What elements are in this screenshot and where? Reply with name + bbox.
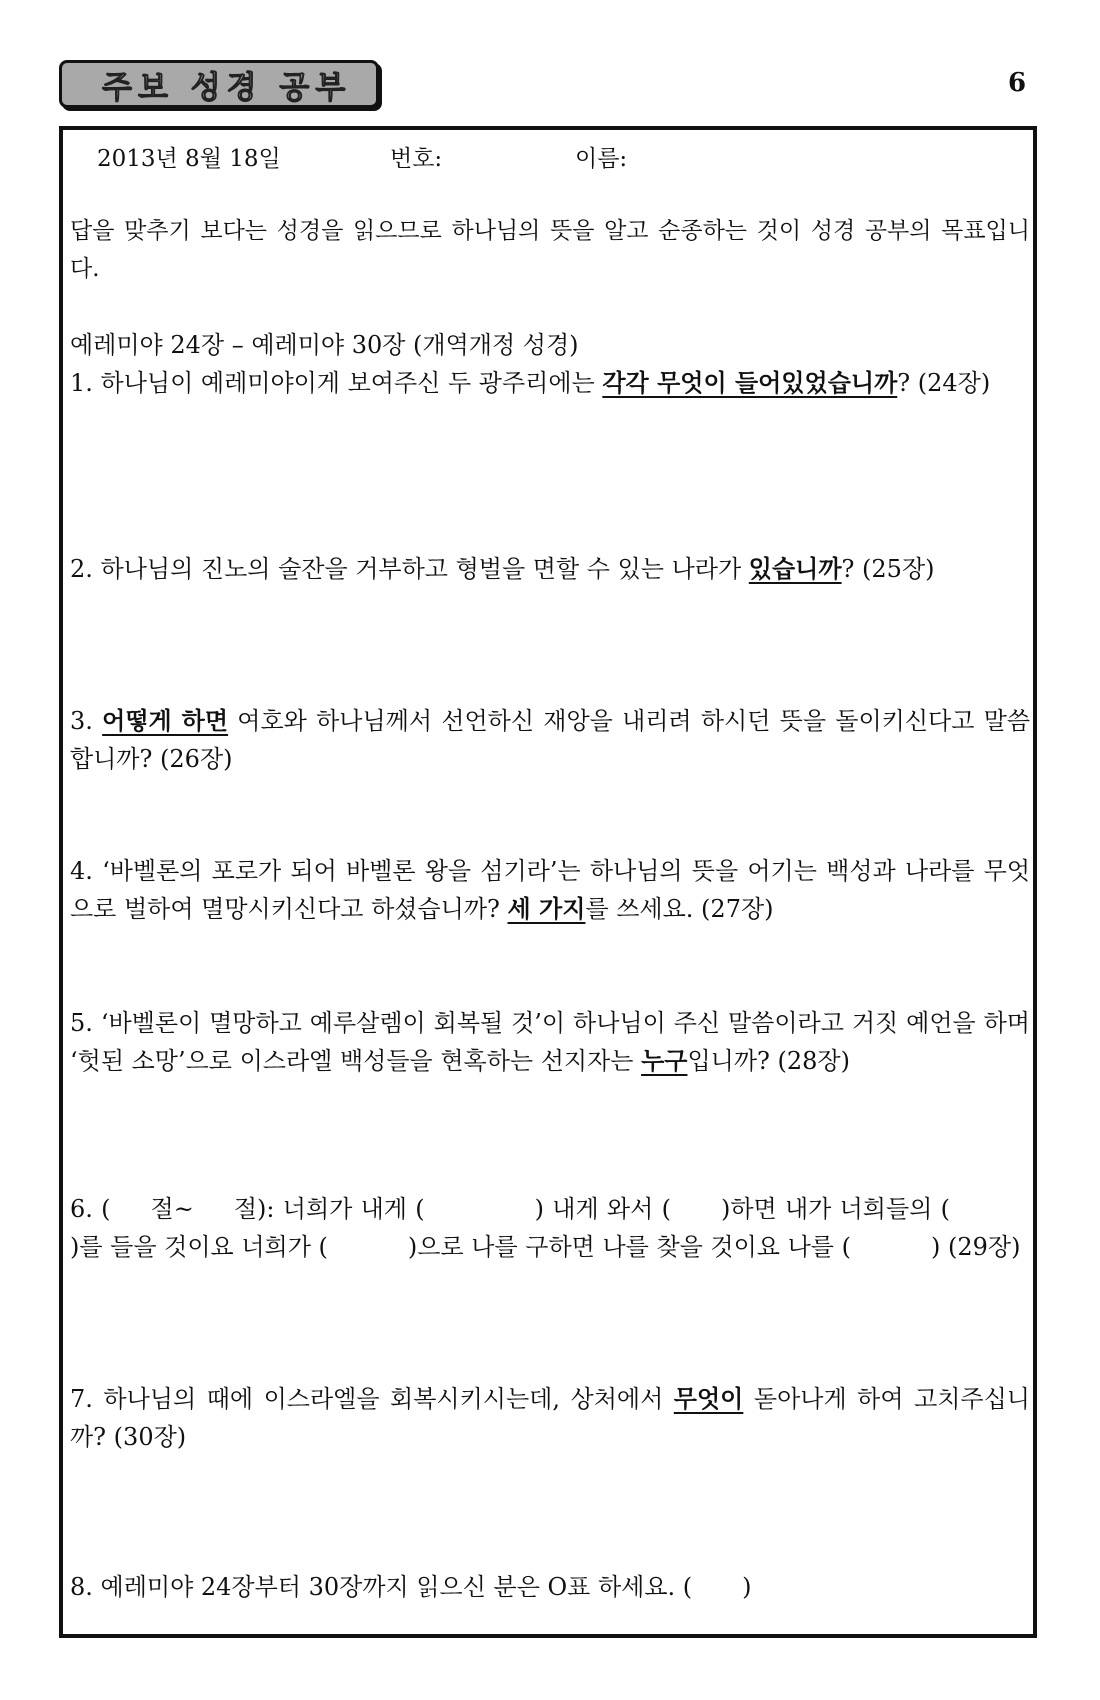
q1-emphasis: 각각 무엇이 들어있었습니까 — [602, 368, 898, 397]
number-label: 번호: — [390, 146, 443, 172]
q3-emphasis: 어떻게 하면 — [102, 706, 229, 735]
reading-range: 예레미야 24장 – 예레미야 30장 (개역개정 성경) — [70, 331, 579, 359]
page-title: 주보 성경 공부 — [59, 60, 379, 108]
name-label: 이름: — [575, 146, 628, 172]
question-7: 7. 하나님의 때에 이스라엘을 회복시키시는데, 상처에서 무엇이 돋아나게 하여 고치주십니까? (30장) — [70, 1384, 1030, 1451]
question-1: 1. 하나님이 예레미야이게 보여주신 두 광주리에는 각각 무엇이 들어있었습니까? (24장) — [70, 368, 991, 397]
question-3: 3. 어떻게 하면 여호와 하나님께서 선언하신 재앙을 내리려 하시던 뜻을 돌이키신다고 말씀합니까? (26장) — [70, 706, 1030, 773]
question-6: 6. ( 절~ 절): 너희가 내게 ( ) 내게 와서 ( )하면 내가 너희들의 ()를 들을 것이요 너희가 ( )으로 나를 구하면 나를 찾을 것이요 나를 ( ) (29장) — [70, 1195, 1021, 1261]
q5-emphasis: 누구 — [641, 1046, 688, 1075]
q4-emphasis: 세 가지 — [507, 894, 586, 923]
question-8: 8. 예레미야 24장부터 30장까지 읽으신 분은 O표 하세요. ( ) — [70, 1573, 752, 1601]
question-5: 5. ‘바벨론이 멸망하고 예루살렘이 회복될 것’이 하나님이 주신 말씀이라고 거짓 예언을 하며 ‘헛된 소망’으로 이스라엘 백성들을 현혹하는 선지자는 누구입니까? (28장) — [70, 1009, 1030, 1075]
date: 2013년 8월 18일 — [97, 146, 281, 172]
question-2: 2. 하나님의 진노의 술잔을 거부하고 형벌을 면할 수 있는 나라가 있습니까? (25장) — [70, 554, 935, 583]
intro-text: 답을 맞추기 보다는 성경을 읽으므로 하나님의 뜻을 알고 순종하는 것이 성경 공부의 목표입니다. — [70, 218, 1030, 282]
page-number: 6 — [1008, 68, 1027, 98]
q2-emphasis: 있습니까 — [748, 554, 842, 583]
question-4: 4. ‘바벨론의 포로가 되어 바벨론 왕을 섬기라’는 하나님의 뜻을 어기는 백성과 나라를 무엇으로 벌하여 멸망시키신다고 하셨습니까? 세 가지를 쓰세요. (27장) — [70, 857, 1030, 923]
q7-emphasis: 무엇이 — [673, 1384, 744, 1413]
